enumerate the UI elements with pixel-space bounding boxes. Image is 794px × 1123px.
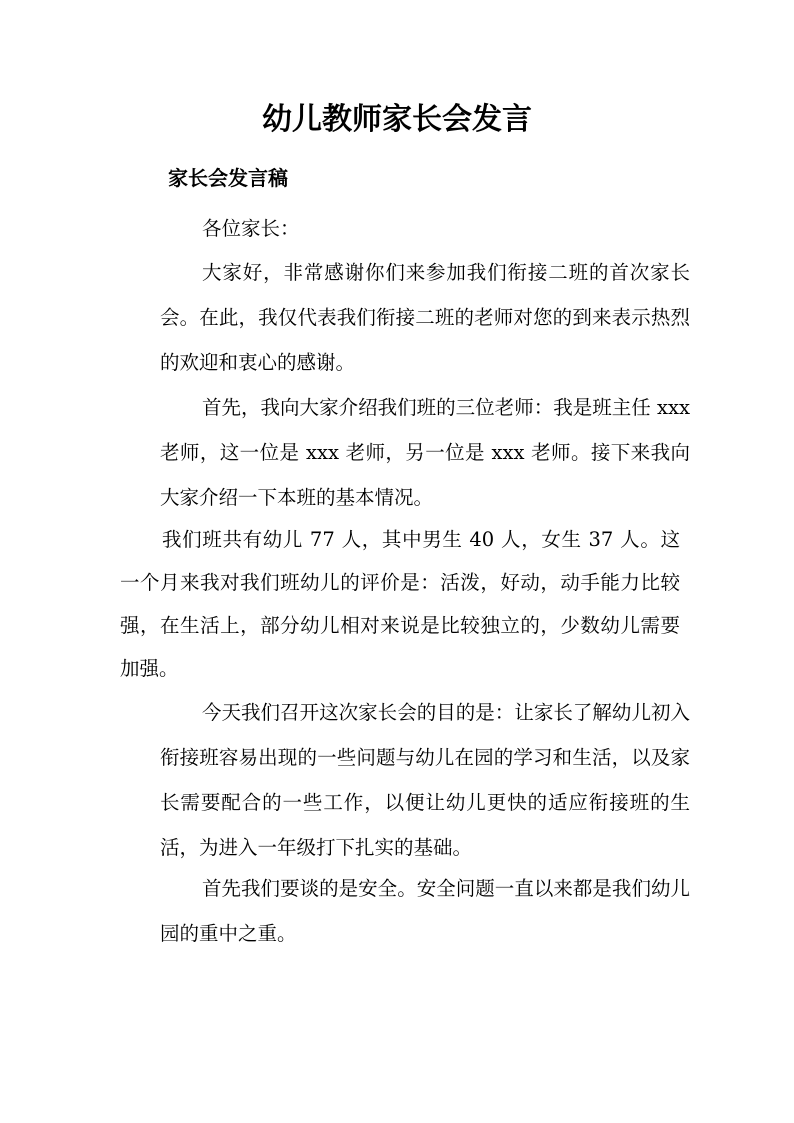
paragraph-meeting-purpose: 今天我们召开这次家长会的目的是：让家长了解幼儿初入衔接班容易出现的一些问题与幼儿在园的学习和生活，以及家长需要配合的一些工作，以便让幼儿更快的适应衔接班的生活，为进入一年级打下扎实的基础。 (160, 701, 690, 859)
greeting-line: 各位家长： (202, 217, 300, 240)
paragraph-welcome: 大家好，非常感谢你们来参加我们衔接二班的首次家长会。在此，我仅代表我们衔接二班的老师对您的到来表示热烈的欢迎和衷心的感谢。 (160, 261, 690, 374)
paragraph-teachers: 首先，我向大家介绍我们班的三位老师：我是班主任 xxx 老师，这一位是 xxx 老师，另一位是 xxx 老师。接下来我向大家介绍一下本班的基本情况。 (160, 396, 690, 509)
document-subtitle: 家长会发言稿 (168, 166, 288, 190)
paragraph-safety: 首先我们要谈的是安全。安全问题一直以来都是我们幼儿园的重中之重。 (160, 877, 690, 945)
document-title: 幼儿教师家长会发言 (262, 102, 532, 137)
paragraph-class-overview: 我们班共有幼儿 77 人，其中男生 40 人，女生 37 人。这一个月来我对我们班幼儿的评价是：活泼，好动，动手能力比较强，在生活上，部分幼儿相对来说是比较独立的，少数幼儿需要加强。 (120, 528, 680, 680)
